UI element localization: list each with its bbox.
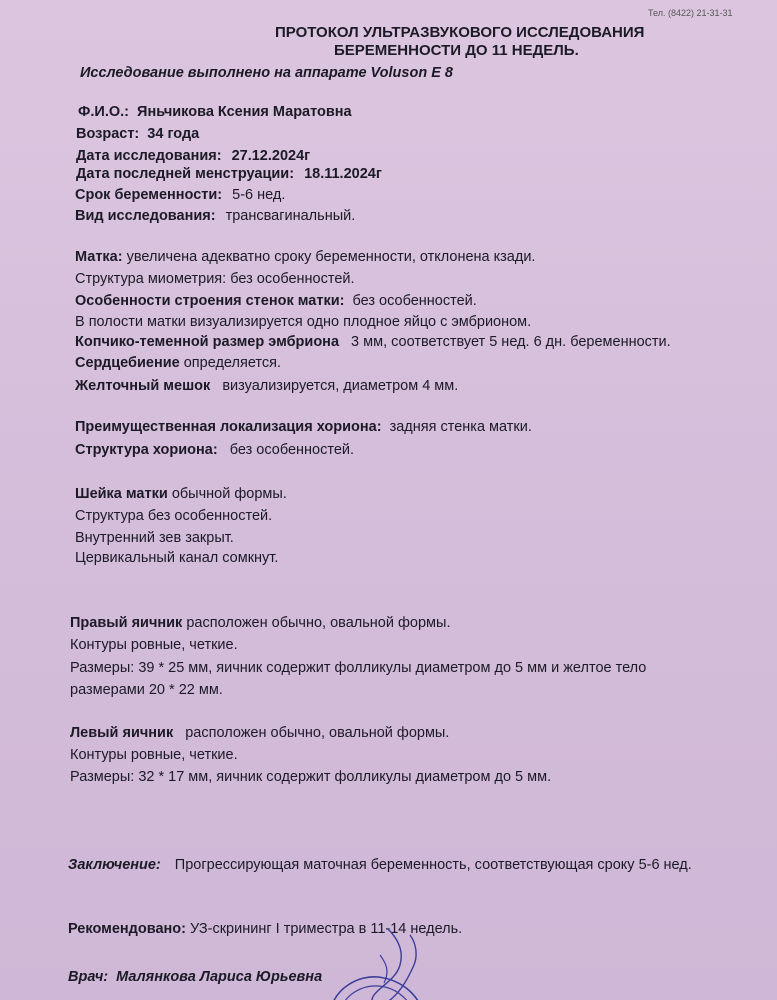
name-value: Яньчикова Ксения Маратовна xyxy=(137,104,352,120)
recommendation-text: УЗ-скрининг I триместра в 11-14 недель. xyxy=(189,921,463,937)
device-line: Исследование выполнено на аппарате Voluson E 8 xyxy=(80,65,453,81)
heartbeat-label: Сердцебиение xyxy=(75,355,180,371)
right-ovary-line-4: размерами 20 * 22 мм. xyxy=(70,682,223,698)
title-line-1: ПРОТОКОЛ УЛЬТРАЗВУКОВОГО ИССЛЕДОВАНИЯ xyxy=(275,24,645,41)
left-ovary-label: Левый яичник xyxy=(70,725,174,741)
conclusion-row xyxy=(68,856,692,874)
left-ovary-line-3: Размеры: 32 * 17 мм, яичник содержит фолликулы диаметром до 5 мм. xyxy=(70,769,552,785)
right-ovary-label: Правый яичник xyxy=(70,615,183,631)
name-label: Ф.И.О.: xyxy=(78,104,129,120)
lmp-value: 18.11.2024г xyxy=(304,166,382,182)
right-ovary-text: расположен обычно, овальной формы. xyxy=(186,615,451,631)
recommendation-label: Рекомендовано: xyxy=(68,921,186,937)
uterus-line-4: В полости матки визуализируется одно плодное яйцо с эмбрионом. xyxy=(75,314,532,330)
doctor-label: Врач: xyxy=(68,969,109,985)
yolk-text: визуализируется, диаметром 4 мм. xyxy=(222,378,459,394)
right-ovary-line-1 xyxy=(70,614,450,632)
right-ovary-line-3: Размеры: 39 * 25 мм, яичник содержит фолликулы диаметром до 5 мм и желтое тело xyxy=(70,660,647,676)
term-row xyxy=(75,186,285,204)
exam-type-label: Вид исследования: xyxy=(75,208,216,224)
yolk-label: Желточный мешок xyxy=(75,378,211,394)
age-value: 34 года xyxy=(147,126,200,142)
patient-age-row xyxy=(76,125,199,143)
uterus-line-7 xyxy=(75,377,458,395)
left-ovary-line-1 xyxy=(70,724,449,742)
patient-name-row xyxy=(78,103,352,121)
conclusion-text: Прогрессирующая маточная беременность, соответствующая сроку 5-6 нед. xyxy=(174,857,692,873)
uterus-line-1 xyxy=(75,248,535,266)
chorion-loc-text: задняя стенка матки. xyxy=(389,419,532,435)
lmp-label: Дата последней менструации: xyxy=(76,166,295,182)
uterus-line-5 xyxy=(75,333,671,351)
exam-type-row xyxy=(75,207,355,225)
walls-text: без особенностей. xyxy=(352,293,477,309)
phone-number: Тел. (8422) 21-31-31 xyxy=(648,8,733,18)
conclusion-label: Заключение: xyxy=(68,857,161,873)
walls-label: Особенности строения стенок матки: xyxy=(75,293,345,309)
stamp-signature-graphic xyxy=(320,925,440,1000)
heartbeat-text: определяется. xyxy=(183,355,282,371)
chorion-line-1 xyxy=(75,418,532,436)
title-line-2: БЕРЕМЕННОСТИ ДО 11 НЕДЕЛЬ. xyxy=(334,42,579,59)
cervix-label: Шейка матки xyxy=(75,486,168,502)
age-label: Возраст: xyxy=(76,126,140,142)
doctor-row xyxy=(68,968,322,986)
uterus-label: Матка: xyxy=(75,249,123,265)
uterus-line-2: Структура миометрия: без особенностей. xyxy=(75,271,355,287)
cervix-text: обычной формы. xyxy=(171,486,287,502)
stamp-arc xyxy=(330,977,424,1000)
left-ovary-line-2: Контуры ровные, четкие. xyxy=(70,747,238,763)
left-ovary-text: расположен обычно, овальной формы. xyxy=(185,725,450,741)
cervix-line-1 xyxy=(75,485,287,503)
right-ovary-line-2: Контуры ровные, четкие. xyxy=(70,637,238,653)
chorion-loc-label: Преимущественная локализация хориона: xyxy=(75,419,382,435)
uterus-line-6 xyxy=(75,354,281,372)
uterus-line-3 xyxy=(75,292,477,310)
cervix-line-2: Структура без особенностей. xyxy=(75,508,273,524)
exam-type-value: трансвагинальный. xyxy=(225,208,356,224)
exam-date-row xyxy=(76,147,310,165)
term-value: 5-6 нед. xyxy=(232,187,286,203)
uterus-text: увеличена адекватно сроку беременности, отклонена кзади. xyxy=(126,249,536,265)
term-label: Срок беременности: xyxy=(75,187,223,203)
signature-stroke xyxy=(372,929,416,1000)
chorion-struct-label: Структура хориона: xyxy=(75,442,218,458)
exam-date-value: 27.12.2024г xyxy=(231,148,311,164)
crl-text: 3 мм, соответствует 5 нед. 6 дн. беременности. xyxy=(351,334,671,350)
chorion-line-2 xyxy=(75,441,354,459)
doctor-name: Малянкова Лариса Юрьевна xyxy=(116,969,323,985)
lmp-row xyxy=(76,165,382,183)
stamp-inner-arc xyxy=(340,986,414,1000)
signature-stroke-2 xyxy=(380,955,387,983)
exam-date-label: Дата исследования: xyxy=(76,148,222,164)
chorion-struct-text: без особенностей. xyxy=(229,442,355,458)
crl-label: Копчико-теменной размер эмбриона xyxy=(75,334,340,350)
cervix-line-3: Внутренний зев закрыт. xyxy=(75,530,234,546)
cervix-line-4: Цервикальный канал сомкнут. xyxy=(75,550,279,566)
